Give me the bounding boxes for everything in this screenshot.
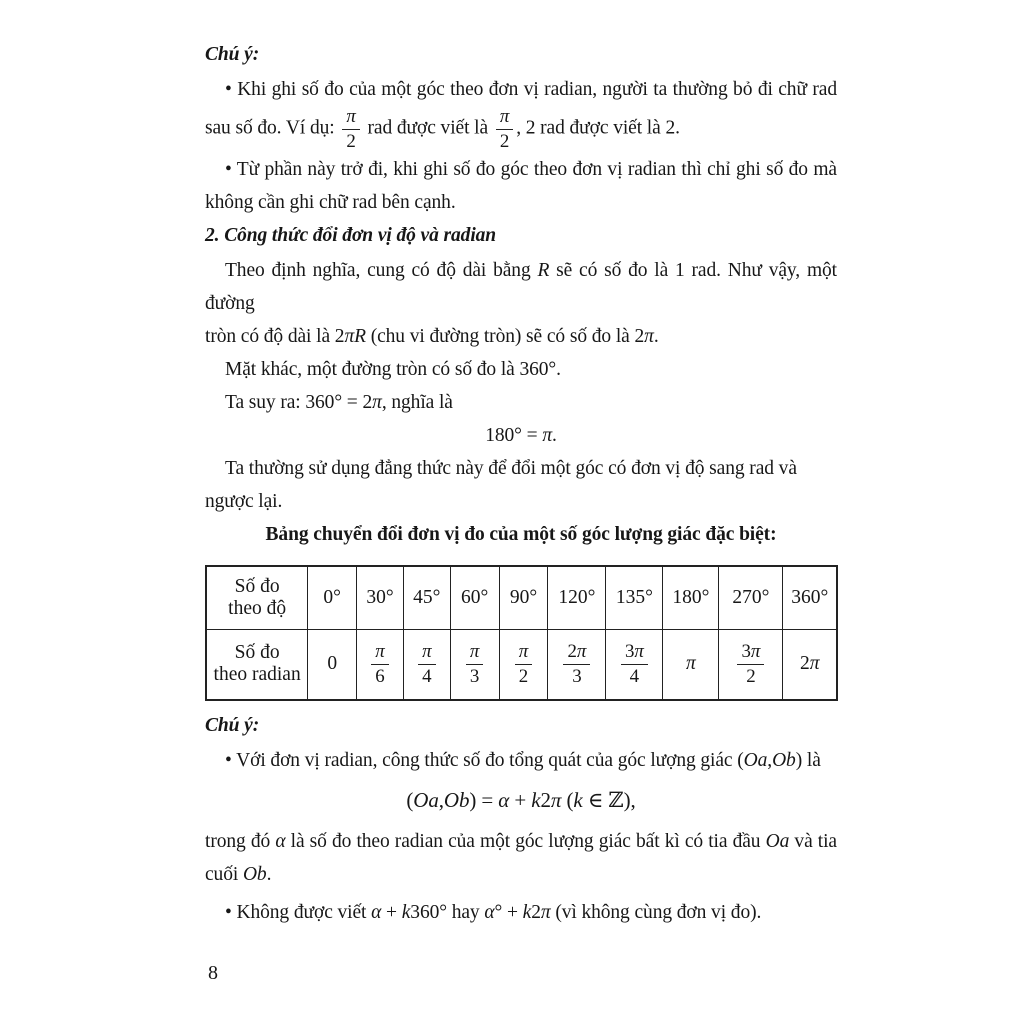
row-header-cell: Số đo theo độ [206, 566, 308, 630]
italic-math-text: α [275, 830, 286, 852]
table-cell [450, 630, 499, 700]
text-line: Bảng chuyển đổi đơn vị đo của một số góc lượng giác đặc biệt: [265, 523, 777, 545]
text-blocks [205, 38, 837, 929]
section-heading [205, 219, 837, 252]
page-content [205, 38, 837, 929]
table-title [205, 518, 837, 551]
section-heading [205, 709, 837, 742]
italic-math-text: k [531, 787, 541, 812]
text-line: tròn có độ dài là 2πR (chu vi đường tròn) sẽ có số đo là 2π. [205, 325, 659, 347]
table-cell: 360° [783, 566, 837, 630]
pi-symbol: π [686, 653, 696, 675]
pi-symbol: π [469, 641, 480, 662]
fraction: $\frac{3\pi}{2}$ [737, 641, 764, 688]
italic-math-text: α [484, 901, 495, 923]
italic-math-text: π [372, 391, 382, 413]
text-line: Ta thường sử dụng đẳng thức này để đổi một góc có đơn vị độ sang rad và ngược lại. [205, 457, 797, 512]
table-cell [548, 630, 606, 700]
text-line: • Khi ghi số đo của một góc theo đơn vị radian, người ta thường bỏ đi chữ rad [225, 79, 837, 100]
text-line: cuối Ob. [205, 863, 272, 885]
text-line: 2. Công thức đổi đơn vị độ và radian [205, 224, 497, 246]
centered-equation-line [205, 419, 837, 452]
fraction: $\frac{\pi}{2}$ [515, 641, 532, 688]
table-cell: 45° [403, 566, 450, 630]
paragraph [205, 353, 837, 386]
table-cell: 270° [719, 566, 783, 630]
italic-math-text: π [644, 325, 654, 347]
table-cell: 0 [308, 630, 357, 700]
text-line: Mặt khác, một đường tròn có số đo là 360°. [225, 358, 561, 380]
italic-math-text: Ob [443, 787, 470, 812]
text-line: trong đó α là số đo theo radian của một góc lượng giác bất kì có tia đầu Oa và tia [205, 830, 837, 852]
table-cell [663, 630, 719, 700]
fraction: $\frac{\pi}{6}$ [371, 641, 388, 688]
text-line: Chú ý: [205, 714, 260, 736]
paragraph [205, 744, 837, 777]
fraction: $\frac{\pi}{4}$ [418, 641, 435, 688]
table-cell: 2π [783, 630, 837, 700]
section-heading [205, 38, 837, 71]
italic-math-text: πR [344, 325, 366, 347]
table-row [206, 566, 837, 630]
pi-symbol: π [499, 106, 510, 127]
pi-symbol: π [809, 653, 820, 675]
table-cell [403, 630, 450, 700]
pi-symbol: π [576, 641, 587, 662]
table-cell [719, 630, 783, 700]
table-cell [499, 630, 548, 700]
italic-math-text: k [573, 787, 583, 812]
table-cell: 60° [450, 566, 499, 630]
italic-math-text: R [537, 259, 550, 281]
table-cell [357, 630, 404, 700]
text-line: Ta suy ra: 360° = 2π, nghĩa là [225, 391, 453, 413]
paragraph [205, 825, 837, 891]
paragraph [205, 386, 837, 419]
text-line: không cần ghi chữ rad bên cạnh. [205, 191, 456, 213]
fraction: $\frac{\pi}{2}$ [496, 106, 513, 153]
fraction: $\frac{\pi}{3}$ [466, 641, 483, 688]
italic-math-text: k [522, 901, 532, 923]
text-line: Theo định nghĩa, cung có độ dài bằng R sẽ có số đo là 1 rad. Như vậy, một đường [205, 259, 837, 314]
italic-math-text: α [498, 787, 510, 812]
fraction: $\frac{2\pi}{3}$ [563, 641, 590, 688]
table-cell: 120° [548, 566, 606, 630]
italic-math-text: Ob [772, 749, 796, 771]
italic-math-text: Oa [413, 787, 439, 812]
italic-math-text: π [540, 901, 551, 923]
paragraph [205, 452, 837, 518]
table-cell: 30° [357, 566, 404, 630]
page-number: 8 [208, 962, 218, 984]
row-header-cell: Số đo theo radian [206, 630, 308, 700]
fraction: $\frac{3\pi}{4}$ [621, 641, 648, 688]
table-cell: 135° [606, 566, 663, 630]
italic-math-text: Oa [743, 749, 768, 771]
pi-symbol: π [346, 106, 356, 127]
paragraph [205, 896, 837, 929]
italic-math-text: Ob [242, 863, 267, 885]
text-line: sau số đo. Ví dụ: $\frac{\pi}{2}$ rad được viết là $\frac{\pi}{2}$ , 2 rad được viết là 2. [205, 106, 680, 152]
italic-math-text: π [542, 424, 552, 446]
text-line: 180° = π. [485, 424, 557, 446]
table-cell: 90° [499, 566, 548, 630]
pi-symbol: π [750, 641, 761, 662]
text-line: • Với đơn vị radian, công thức số đo tổng quát của góc lượng giác (Oa,Ob) là [225, 749, 821, 771]
text-line: (Oa,Ob) = α + k2π (k ∈ ℤ), [406, 787, 636, 812]
italic-math-text: k [401, 901, 411, 923]
pi-symbol: π [375, 641, 385, 662]
table-cell: 0° [308, 566, 357, 630]
conversion-table [205, 565, 838, 701]
table-row [206, 630, 837, 700]
fraction: $\frac{\pi}{2}$ [342, 106, 359, 153]
pi-symbol: π [422, 641, 432, 662]
text-line: • Không được viết α + k360° hay α° + k2π (vì không cùng đơn vị đo). [225, 901, 762, 923]
italic-math-text: π [550, 787, 562, 812]
pi-symbol: π [634, 641, 644, 662]
italic-math-text: Oa [765, 830, 790, 852]
text-line: • Từ phần này trở đi, khi ghi số đo góc theo đơn vị radian thì chỉ ghi số đo mà [225, 158, 837, 180]
table-cell [606, 630, 663, 700]
italic-math-text: α [371, 901, 382, 923]
paragraph [205, 254, 837, 353]
text-line: Chú ý: [205, 44, 260, 65]
table-cell: 180° [663, 566, 719, 630]
math-formula [205, 780, 837, 820]
paragraph [205, 153, 837, 219]
pi-symbol: π [518, 641, 529, 662]
paragraph [205, 73, 837, 153]
